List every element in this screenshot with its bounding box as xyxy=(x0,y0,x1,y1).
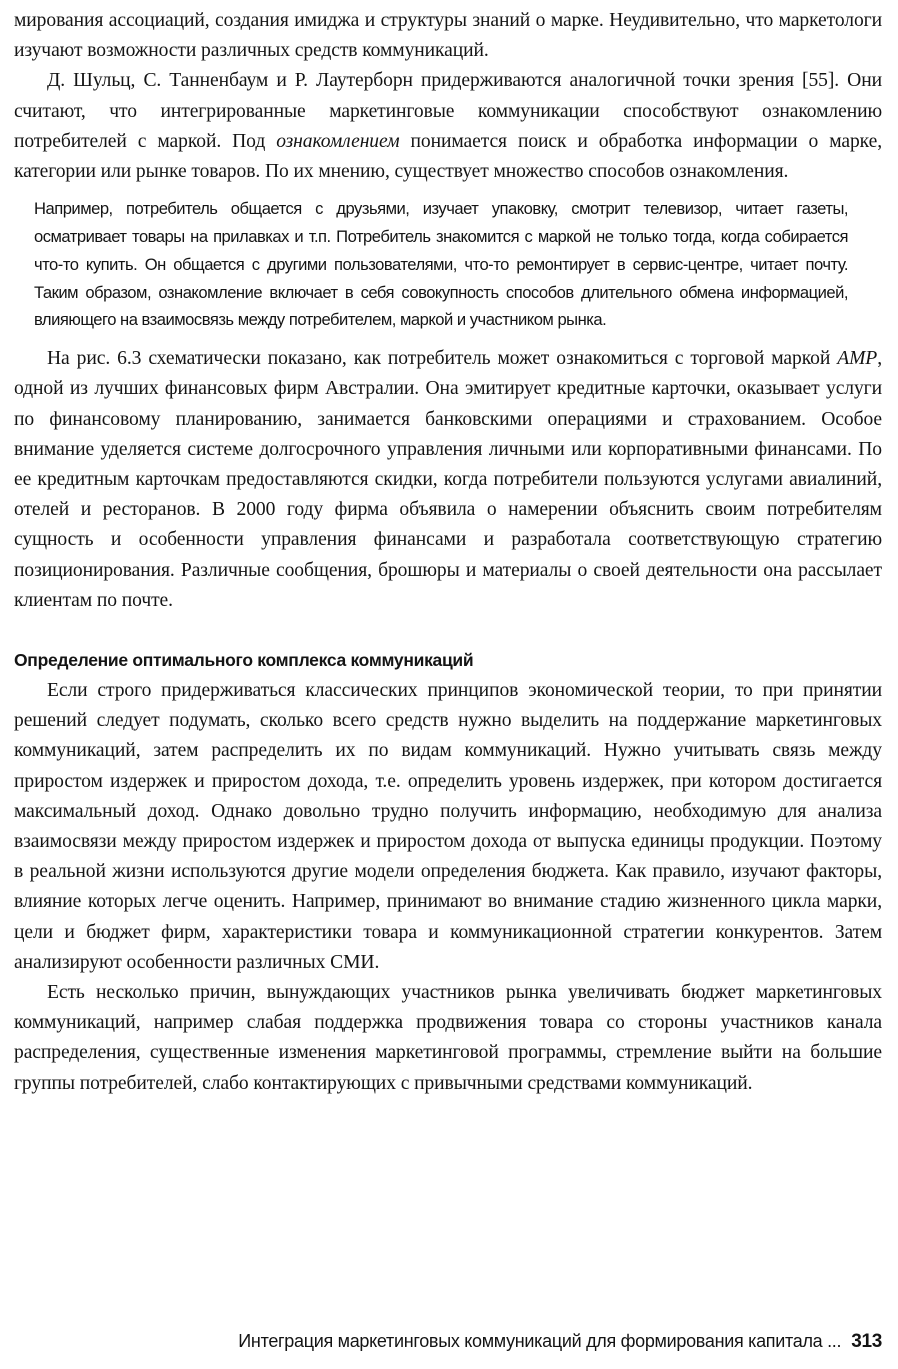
paragraph-continuation: мирования ассоциаций, создания имиджа и структуры знаний о марке. Неудивительно, что маркетологи изучают возможности различных средств коммуникаций. xyxy=(14,10,882,62)
paragraph-amp-part2: , одной из лучших финансовых фирм Австралии. Она эмитирует кредитные карточки, оказывает услуги по финансовому планированию, занимается банковскими операциями и страхованием. Особое внимание уделяется системе долгосрочного управления личными или корпоративными финансами. По ее кредитным карточкам предоставляются скидки, когда потребители пользуются услугами авиалиний, отелей и ресторанов. В 2000 году фирма объявила о намерении объяснить своим потребителям сущность и особенности управления финансами и разработала соответствующую стратегию позиционирования. Различные сообщения, брошюры и материалы о своей деятельности она рассылает клиентам по почте. xyxy=(14,348,882,611)
term-oznakomlenie: ознакомлением xyxy=(276,130,400,152)
paragraph-schultz-part2: понимается поиск и обработка информации о марке, категории или рынке товаров. По их мнению, существует множество способов ознакомления. xyxy=(14,130,882,183)
example-note xyxy=(14,195,882,334)
paragraph-amp-part1: На рис. 6.3 схематически показано, как потребитель может ознакомиться с торговой маркой xyxy=(47,348,838,370)
body-text-amp xyxy=(14,344,882,616)
paragraph-schultz-part1: Д. Шульц, С. Танненбаум и Р. Лаутерборн придерживаются аналогичной точки зрения [55]. Они считают, что интегрированные маркетинговые коммуникации способствуют ознакомлению потребителей с маркой. Под xyxy=(14,70,882,152)
running-title: Интеграция маркетинговых коммуникаций для формирования капитала ... xyxy=(238,1331,842,1351)
page-number: 313 xyxy=(851,1331,882,1352)
page-footer xyxy=(238,1324,882,1359)
paragraph-amp xyxy=(14,344,882,616)
example-note-text: Например, потребитель общается с друзьями, изучает упаковку, смотрит телевизор, читает газеты, осматривает товары на прилавках и т.п. Потребитель знакомится с маркой не только тогда, когда собирается что-то купить. Он общается с другими пользователями, что-то ремонтирует в сервис-центре, читает почту. Таким образом, ознакомление включает в себя совокупность способов длительного обмена информацией, влияющего на взаимосвязь между потребителем, маркой и участником рынка. xyxy=(34,199,848,330)
section-body xyxy=(14,676,882,1099)
section-heading: Определение оптимального комплекса коммуникаций xyxy=(14,650,474,671)
section-paragraph-2: Есть несколько причин, вынуждающих участников рынка увеличивать бюджет маркетинговых коммуникаций, например слабая поддержка продвижения товара со стороны участников канала распределения, существенные изменения маркетинговой программы, стремление выйти на большие группы потребителей, слабо контактирующих с привычными средствами коммуникаций. xyxy=(14,982,882,1094)
term-amp: AMP xyxy=(837,348,878,370)
paragraph-schultz xyxy=(14,66,882,187)
body-text xyxy=(14,6,882,187)
section-paragraph-1: Если строго придерживаться классических принципов экономической теории, то при принятии решений следует подумать, сколько всего средств нужно выделить на поддержание маркетинговых коммуникаций, затем распределить их по видам коммуникаций. Нужно учитывать связь между приростом издержек и приростом дохода, т.е. определить уровень издержек, при котором достигается максимальный доход. Однако довольно трудно получить информацию, необходимую для анализа взаимосвязи между приростом издержек и приростом дохода от выпуска единицы продукции. Поэтому в реальной жизни используются другие модели определения бюджета. Как правило, изучают факторы, влияние которых легче оценить. Например, принимают во внимание стадию жизненного цикла марки, цели и бюджет фирм, характеристики товара и коммуникационной стратегии конкурентов. Затем анализируют особенности различных СМИ. xyxy=(14,680,882,973)
